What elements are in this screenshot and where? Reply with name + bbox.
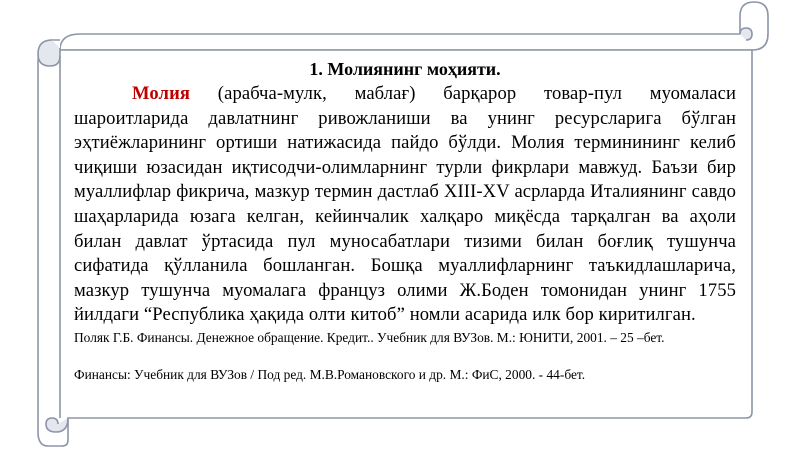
section-heading: 1. Молиянинг моҳияти. [309, 59, 501, 79]
slide-content [74, 58, 736, 383]
bottom-left-curl [46, 418, 68, 432]
reference-1: Поляк Г.Б. Финансы. Денежное обращение. Кредит.. Учебник для ВУЗов. М.: ЮНИТИ, 2001. – 25 –бет. [74, 329, 665, 345]
reference-2: Финансы: Учебник для ВУЗов / Под ред. М.В.Романовского и др. М.: ФиС, 2000. - 44-бет. [74, 366, 586, 382]
main-paragraph [74, 82, 736, 328]
paragraph-text: (арабча-мулк, маблағ) барқарор товар-пул муомаласи шароитларида давлатнинг ривожланиши ва унинг ресурсларига бўлган эҳтиёжларининг ортиши натижасида пайдо бўлди. Молия терминининг келиб чиқиши юзасидан иқтисодчи-олимларнинг турли фикрлари мавжуд. Баъзи бир муаллифлар фикрича, мазкур термин дастлаб XIII-XV асрларда Италиянинг савдо шаҳарларида юзага келган, кейинчалик халқаро миқёсда тарқалган ва аҳоли билан давлат ўртасида пул муносабатлари тизими билан боғлиқ тушунча сифатида қўлланила бошланган. Бошқа муаллифларнинг таъкидлашларича, мазкур тушунча муомалага француз олими Ж.Боден томонидан унинг 1755 йилдаги “Республика ҳақида олти китоб” номли асарида илк бор киритилган. [74, 83, 736, 326]
highlighted-term: Молия [132, 83, 191, 104]
